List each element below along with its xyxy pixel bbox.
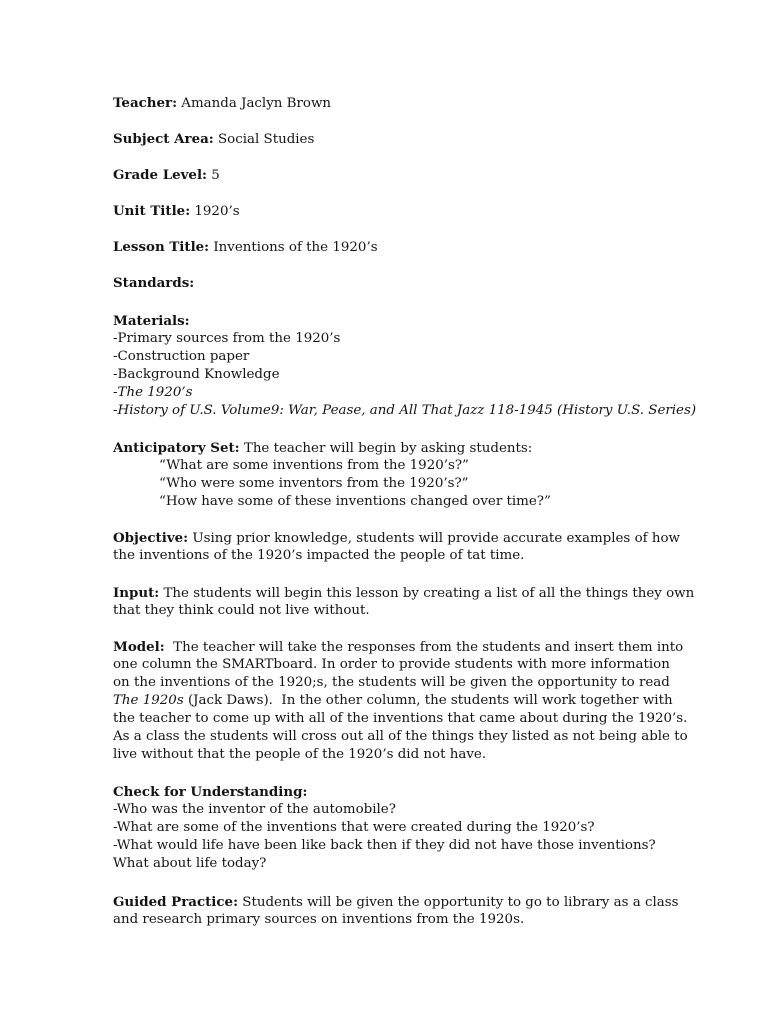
standards-heading: Standards: (113, 275, 195, 291)
check-item: -What are some of the inventions that were created during the 1920’s? (113, 820, 595, 835)
unit-title-label: Unit Title: (113, 203, 191, 219)
input-label: Input: (113, 585, 160, 601)
check-item: -What would life have been like back then if they did not have those inventions? (113, 838, 656, 853)
grade-level-value: 5 (206, 168, 220, 183)
materials-heading: Materials: (113, 313, 190, 329)
materials-item: -Construction paper (113, 349, 250, 364)
guided-practice-text: and research primary sources on inventions from the 1920s. (113, 912, 525, 927)
anticipatory-question: “Who were some inventors from the 1920’s?” (159, 476, 469, 491)
input-line: Input: The students will begin this lesson by creating a list of all the things they own (113, 585, 695, 601)
grade-level-label: Grade Level: (113, 167, 207, 183)
model-text: live without that the people of the 1920’s did not have. (113, 747, 487, 762)
subject-area-line (113, 130, 314, 149)
subject-area-label: Subject Area: (113, 131, 214, 147)
lesson-title-label: Lesson Title: (113, 239, 210, 255)
objective-text: the inventions of the 1920’s impacted the people of tat time. (113, 548, 525, 563)
unit-title-line (113, 202, 240, 221)
teacher-line (113, 94, 331, 113)
lesson-title-value: Inventions of the 1920’s (209, 240, 378, 255)
model-text: The 1920s (Jack Daws). In the other column, the students will work together with (113, 693, 673, 708)
guided-practice-line: Guided Practice: Students will be given the opportunity to go to library as a class (113, 894, 679, 910)
unit-title-value: 1920’s (190, 204, 240, 219)
teacher-value: Amanda Jaclyn Brown (177, 96, 332, 111)
anticipatory-set-label: Anticipatory Set: (113, 440, 240, 456)
objective-line: Objective: Using prior knowledge, students will provide accurate examples of how (113, 530, 680, 546)
subject-area-value: Social Studies (213, 132, 315, 147)
materials-item: -The 1920’s (113, 385, 193, 400)
model-text: on the inventions of the 1920;s, the students will be given the opportunity to read (113, 675, 670, 690)
objective-label: Objective: (113, 530, 189, 546)
guided-practice-label: Guided Practice: (113, 894, 239, 910)
check-item: What about life today? (113, 856, 267, 871)
input-text: that they think could not live without. (113, 603, 370, 618)
anticipatory-question: “What are some inventions from the 1920’s?” (159, 458, 469, 473)
teacher-label: Teacher: (113, 95, 178, 111)
book-title: History of U.S. Volume9: War, Pease, and All That Jazz 118-1945 (History U.S. Series) (117, 403, 697, 418)
grade-level-line (113, 166, 220, 185)
book-title: The 1920s (113, 693, 184, 708)
check-heading: Check for Understanding: (113, 784, 308, 800)
model-text: the teacher to come up with all of the inventions that came about during the 1920’s. (113, 711, 688, 726)
model-text: As a class the students will cross out all of the things they listed as not being able to (113, 729, 688, 744)
model-label: Model: (113, 639, 165, 655)
model-line: Model: The teacher will take the responses from the students and insert them into (113, 639, 684, 655)
materials-item: -History of U.S. Volume9: War, Pease, and All That Jazz 118-1945 (History U.S. Series) (113, 403, 697, 418)
model-text: one column the SMARTboard. In order to provide students with more information (113, 657, 670, 672)
book-title: The 1920’s (117, 385, 193, 400)
check-item: -Who was the inventor of the automobile? (113, 802, 396, 817)
materials-item: -Primary sources from the 1920’s (113, 331, 341, 346)
materials-item: -Background Knowledge (113, 367, 280, 382)
lesson-title-line (113, 238, 378, 257)
anticipatory-set-line: Anticipatory Set: The teacher will begin by asking students: (113, 440, 533, 456)
anticipatory-question: “How have some of these inventions changed over time?” (159, 494, 551, 509)
